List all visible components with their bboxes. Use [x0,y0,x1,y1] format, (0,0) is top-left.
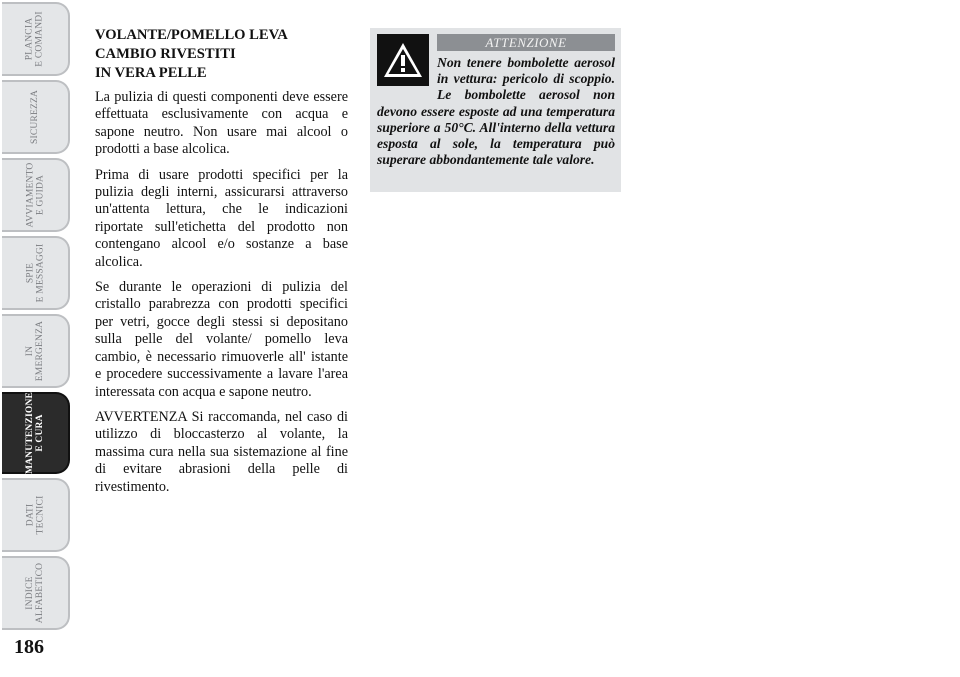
tab-label-line: DATI [25,503,35,527]
warning-title: ATTENZIONE [437,34,615,51]
tab-label-line: EMERGENZA [34,320,45,382]
tab-label-line: E MESSAGGI [35,243,45,303]
tab-avviamento-e-guida[interactable] [2,158,70,232]
section-body [95,26,348,504]
warning-triangle-icon [377,34,429,86]
tab-in-emergenza[interactable] [2,314,70,388]
tab-label-line: ALFABETICO [35,562,45,624]
tab-label-line: SICUREZZA [30,89,40,145]
tab-label-line: INDICE [25,576,35,610]
warning-text: Non tenere bombolette aerosol in vettura: pericolo di scoppio. Le bombolette aerosol non devono essere esposte ad una temperatura superiore a 50°C. All'interno della vettura esposta al sole, la temperatura può superare abbondantemente tale valore. [377,55,615,168]
tab-indice-alfabetico[interactable] [2,556,70,630]
paragraph: Prima di usare prodotti specifici per la pulizia degli interni, assicurarsi attraverso un'attenta lettura, che le indicazioni riportate sull'etichetta del prodotto non contengano alcool e/o sostanze a base alcolica. [95,166,348,270]
tab-label-line: IN [24,345,35,357]
tab-sicurezza[interactable] [2,80,70,154]
page-number: 186 [14,636,44,658]
paragraph: Se durante le operazioni di pulizia del cristallo parabrezza con prodotti specifici per vetri, gocce degli stessi si depositano sulla pelle del volante/ pomello leva cambio, è necessario rimuoverle all' istante e procedere successivamente a lavare l'area interessata con acqua e sapone neutro. [95,279,348,400]
tab-dati-tecnici[interactable] [2,478,70,552]
tab-plancia-e-comandi[interactable] [2,2,70,76]
tab-label-line: PLANCIA [25,17,35,61]
tab-label-line: TECNICI [35,495,45,535]
tab-spie-e-messaggi[interactable] [2,236,70,310]
heading-line: IN VERA PELLE [95,65,207,81]
tab-label-line: E GUIDA [34,174,45,216]
section-heading [95,26,348,83]
tab-label-line: SPIE [25,262,35,284]
warning-box [370,28,621,192]
tab-label-line: AVVIAMENTO [24,162,35,228]
tab-label-line: E COMANDI [35,11,45,67]
side-tab-navigation [0,0,75,640]
tab-manutenzione-e-cura[interactable] [2,392,70,474]
tab-label-line: E CURA [35,414,46,452]
heading-line: VOLANTE/POMELLO LEVA [95,27,288,43]
tab-label-line: MANUTENZIONE [25,391,36,475]
heading-line: CAMBIO RIVESTITI [95,46,236,62]
paragraph: La pulizia di questi componenti deve essere effettuata esclusivamente con acqua e sapone neutro. Non usare mai alcool o prodotti a base alcolica. [95,89,348,158]
paragraph: AVVERTENZA Si raccomanda, nel caso di utilizzo di bloccasterzo al volante, la massima cura nella sua sistemazione al fine di evitare abrasioni della pelle di rivestimento. [95,408,348,495]
